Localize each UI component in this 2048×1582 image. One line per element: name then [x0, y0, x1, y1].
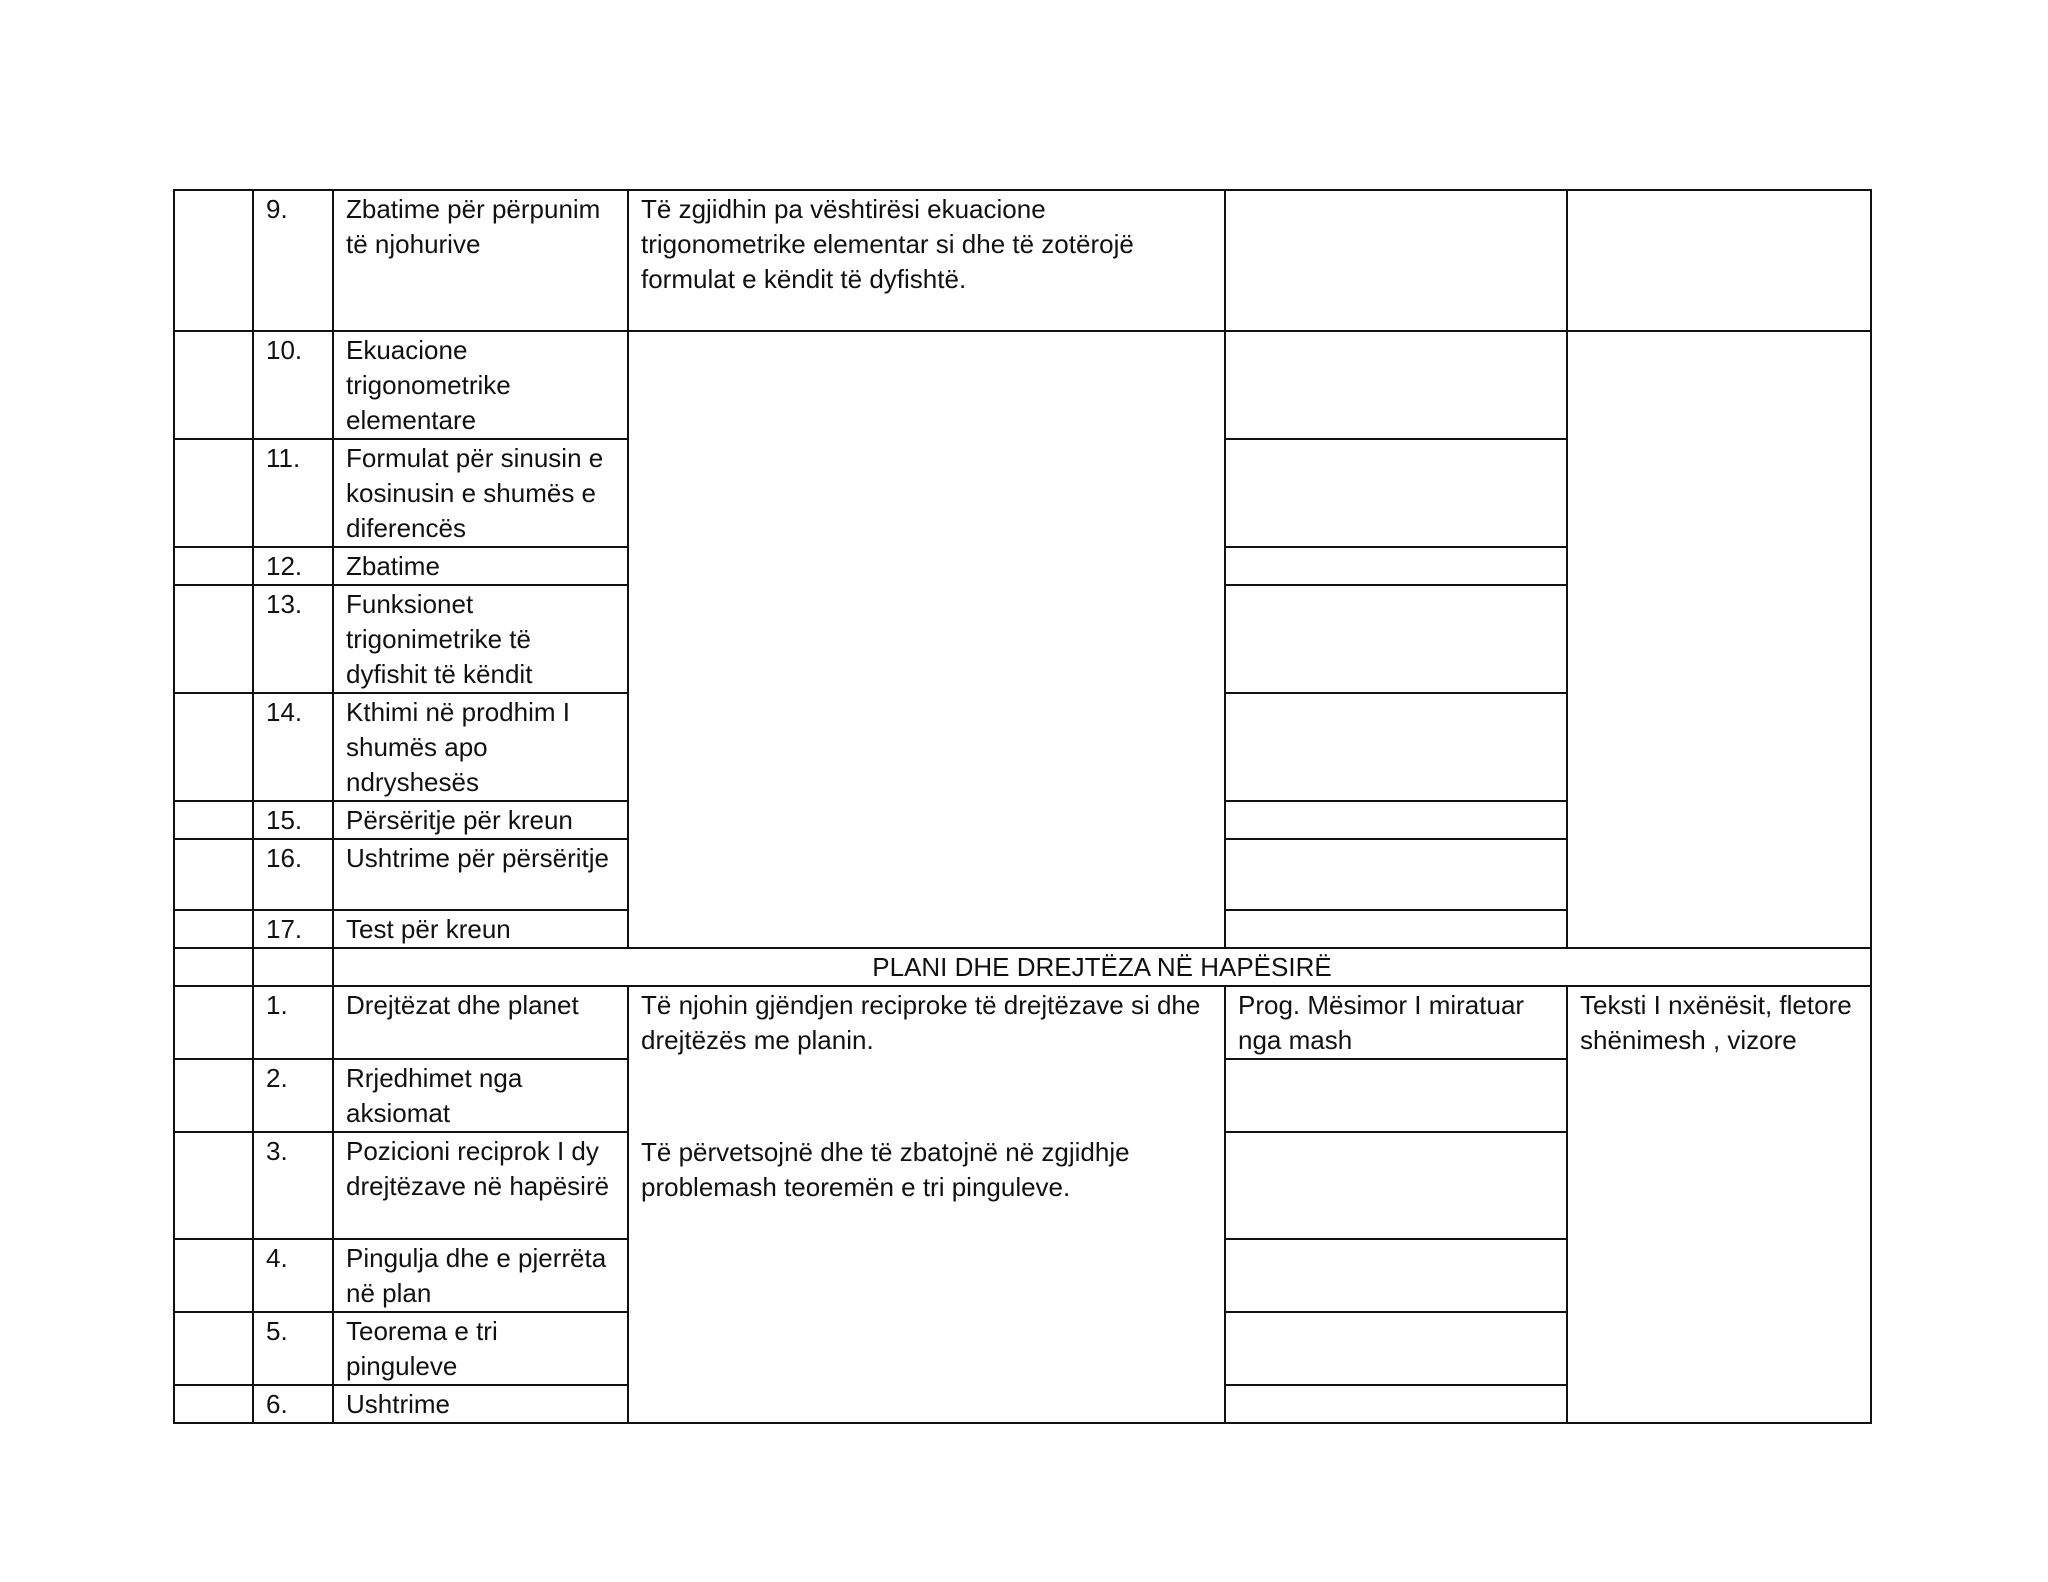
empty-cell [1225, 693, 1567, 801]
lesson-number: 15. [253, 801, 333, 839]
lesson-topic: Teorema e tri pinguleve [333, 1312, 628, 1385]
lesson-number: 14. [253, 693, 333, 801]
lesson-topic: Pozicioni reciprok I dy drejtëzave në hapësirë [333, 1132, 628, 1239]
lesson-number: 1. [253, 986, 333, 1059]
empty-cell [1225, 190, 1567, 331]
lesson-number: 10. [253, 331, 333, 439]
empty-cell [1225, 547, 1567, 585]
empty-cell [174, 1312, 253, 1385]
empty-cell [1225, 1059, 1567, 1132]
empty-cell [1567, 190, 1871, 331]
table-row [174, 986, 1871, 1059]
empty-cell [174, 1239, 253, 1312]
lesson-topic: Zbatime [333, 547, 628, 585]
empty-cell [1225, 1239, 1567, 1312]
program-note: Prog. Mësimor I miratuar nga mash [1225, 986, 1567, 1059]
objectives-cell [628, 986, 1225, 1423]
section-title: PLANI DHE DREJTËZA NË HAPËSIRË [333, 948, 1871, 986]
table-row [174, 331, 1871, 439]
empty-cell [174, 190, 253, 331]
objective-cell-empty [628, 331, 1225, 948]
empty-cell [1225, 439, 1567, 547]
empty-cell [174, 547, 253, 585]
lesson-topic: Formulat për sinusin e kosinusin e shumës e diferencës [333, 439, 628, 547]
empty-cell [1225, 585, 1567, 693]
lesson-number: 11. [253, 439, 333, 547]
empty-cell [174, 910, 253, 948]
objective-cell: Të zgjidhin pa vështirësi ekuacione trigonometrike elementar si dhe të zotërojë formulat e këndit të dyfishtë. [628, 190, 1225, 331]
lesson-number: 12. [253, 547, 333, 585]
objective-text: Të përvetsojnë dhe të zbatojnë në zgjidhje problemash teoremën e tri pinguleve. [641, 1137, 1130, 1202]
lesson-topic: Drejtëzat dhe planet [333, 986, 628, 1059]
lesson-topic: Pingulja dhe e pjerrëta në plan [333, 1239, 628, 1312]
empty-cell [174, 585, 253, 693]
empty-cell [174, 439, 253, 547]
empty-cell [174, 839, 253, 910]
empty-cell [1225, 801, 1567, 839]
empty-cell [1225, 1132, 1567, 1239]
section-row [174, 948, 1871, 986]
materials-note: Teksti I nxënësit, fletore shënimesh , vizore [1567, 986, 1871, 1423]
lesson-number: 4. [253, 1239, 333, 1312]
lesson-number: 2. [253, 1059, 333, 1132]
lesson-number: 13. [253, 585, 333, 693]
lesson-topic: Ekuacione trigonometrike elementare [333, 331, 628, 439]
lesson-topic: Ushtrime [333, 1385, 628, 1423]
lesson-topic: Rrjedhimet nga aksiomat [333, 1059, 628, 1132]
empty-cell [1225, 839, 1567, 910]
lesson-topic: Kthimi në prodhim I shumës apo ndryshesës [333, 693, 628, 801]
lesson-topic: Zbatime për përpunim të njohurive [333, 190, 628, 331]
lesson-topic: Përsëritje për kreun [333, 801, 628, 839]
empty-cell [1225, 331, 1567, 439]
empty-cell [1225, 1312, 1567, 1385]
empty-cell [174, 1132, 253, 1239]
empty-cell [174, 948, 253, 986]
objective-text: Të njohin gjëndjen reciproke të drejtëzave si dhe drejtëzës me planin. [641, 990, 1201, 1055]
empty-cell [174, 1385, 253, 1423]
lesson-number: 6. [253, 1385, 333, 1423]
empty-cell [1225, 910, 1567, 948]
lesson-number: 5. [253, 1312, 333, 1385]
empty-cell [174, 693, 253, 801]
lesson-number: 3. [253, 1132, 333, 1239]
empty-cell [174, 1059, 253, 1132]
lesson-topic: Test për kreun [333, 910, 628, 948]
lesson-plan-table [173, 189, 1872, 1424]
empty-cell [174, 801, 253, 839]
empty-cell [253, 948, 333, 986]
table-row [174, 190, 1871, 331]
lesson-topic: Funksionet trigonimetrike të dyfishit të këndit [333, 585, 628, 693]
empty-cell [174, 331, 253, 439]
empty-cell [174, 986, 253, 1059]
lesson-number: 16. [253, 839, 333, 910]
empty-cell [1567, 331, 1871, 948]
lesson-number: 9. [253, 190, 333, 331]
lesson-topic: Ushtrime për përsëritje [333, 839, 628, 910]
empty-cell [1225, 1385, 1567, 1423]
lesson-number: 17. [253, 910, 333, 948]
